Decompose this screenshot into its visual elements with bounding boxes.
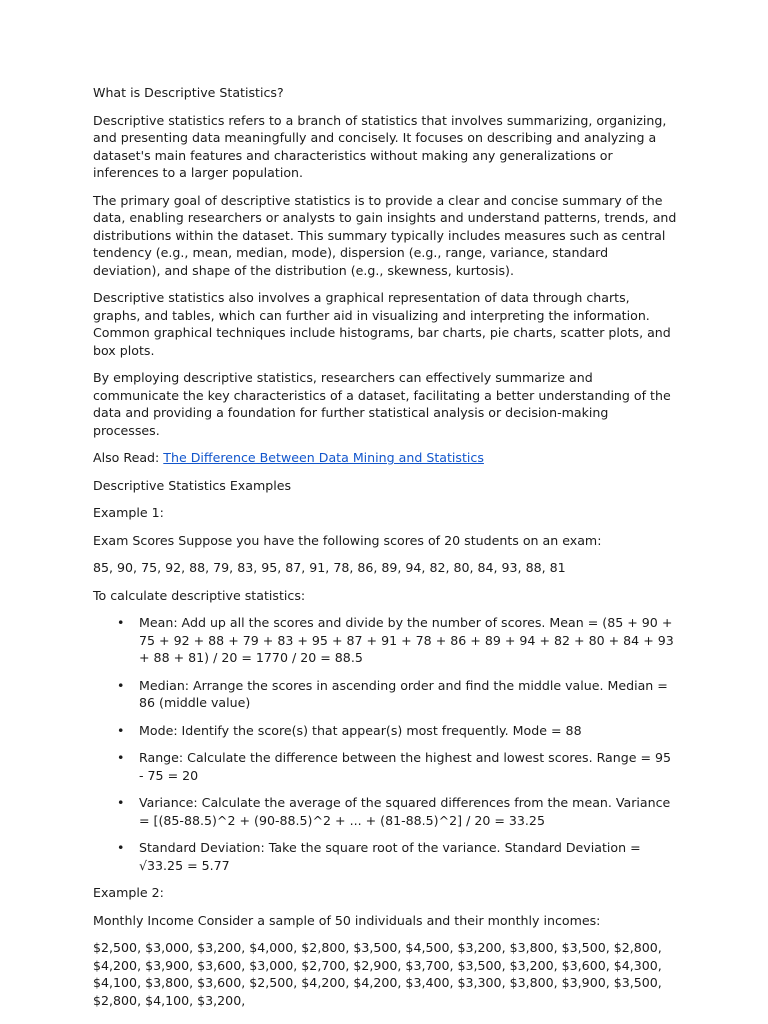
list-item <box>117 749 678 784</box>
bullet-icon: • <box>117 722 125 738</box>
list-item-text: Mean: Add up all the scores and divide by the number of scores. Mean = (85 + 90 + 75 + 92 + 88 + 79 + 83 + 95 + 87 + 91 + 78 + 86 + 89 + 94 + 82 + 80 + 84 + 93 + 88 + 81) / 20 = 1770 / 20 = 88.5 <box>139 615 674 665</box>
intro-paragraph-2: The primary goal of descriptive statistics is to provide a clear and concise summary of the data, enabling researchers or analysts to gain insights and understand patterns, trends, and distributions within the dataset. This summary typically includes measures such as central tendency (e.g., mean, median, mode), dispersion (e.g., range, variance, standard deviation), and shape of the distribution (e.g., skewness, kurtosis). <box>93 192 677 278</box>
list-item-text: Mode: Identify the score(s) that appear(s) most frequently. Mode = 88 <box>139 722 582 738</box>
example2-incomes: $2,500, $3,000, $3,200, $4,000, $2,800, $3,500, $4,500, $3,200, $3,800, $3,500, $2,800, $4,200, $3,900, $3,600, $3,000, $2,700, $2,900, $3,700, $3,500, $3,200, $3,600, $4,300, $4,100, $3,800, $3,600, $2,500, $4,200, $4,200, $3,400, $3,300, $3,800, $3,900, $3,500, $2,800, $4,100, $3,200, <box>93 940 662 1008</box>
example2-description: Monthly Income Consider a sample of 50 individuals and their monthly incomes: <box>93 912 601 928</box>
list-item <box>117 677 678 712</box>
bullet-icon: • <box>117 677 125 693</box>
intro-paragraph-3: Descriptive statistics also involves a graphical representation of data through charts, graphs, and tables, which can further aid in visualizing and interpreting the information. Common graphical techniques include histograms, bar charts, pie charts, scatter plots, and box plots. <box>93 290 671 358</box>
intro-paragraph-4: By employing descriptive statistics, researchers can effectively summarize and communicate the key characteristics of a dataset, facilitating a better understanding of the data and providing a foundation for further statistical analysis or decision-making processes. <box>93 370 671 438</box>
list-item <box>117 794 678 829</box>
document-heading: What is Descriptive Statistics? <box>93 85 284 100</box>
example1-description: Exam Scores Suppose you have the following scores of 20 students on an exam: <box>93 532 602 548</box>
also-read-link[interactable]: The Difference Between Data Mining and Statistics <box>163 450 484 465</box>
example1-scores: 85, 90, 75, 92, 88, 79, 83, 95, 87, 91, 78, 86, 89, 94, 82, 80, 84, 93, 88, 81 <box>93 560 566 575</box>
list-item <box>117 722 678 740</box>
example1-bullet-list <box>93 614 678 874</box>
list-item <box>117 839 678 874</box>
bullet-icon: • <box>117 615 125 630</box>
example1-calc-intro: To calculate descriptive statistics: <box>93 587 306 603</box>
list-item-text: Median: Arrange the scores in ascending order and find the middle value. Median = 86 (middle value) <box>139 677 668 710</box>
intro-paragraph-1: Descriptive statistics refers to a branch of statistics that involves summarizing, organizing, and presenting data meaningfully and concisely. It focuses on describing and analyzing a dataset's main features and characteristics without making any generalizations or inferences to a larger population. <box>93 112 667 180</box>
also-read-line <box>93 449 678 467</box>
bullet-icon: • <box>117 750 125 765</box>
also-read-label: Also Read: <box>93 450 164 465</box>
examples-heading: Descriptive Statistics Examples <box>93 477 292 493</box>
list-item <box>117 614 678 667</box>
example1-title: Example 1: <box>93 505 164 520</box>
document-body <box>93 84 678 1019</box>
bullet-icon: • <box>117 795 125 810</box>
bullet-icon: • <box>117 840 125 855</box>
list-item-text: Standard Deviation: Take the square root of the variance. Standard Deviation = √33.25 = 5.77 <box>139 840 641 873</box>
example2-title: Example 2: <box>93 885 164 900</box>
list-item-text: Range: Calculate the difference between the highest and lowest scores. Range = 95 - 75 = 20 <box>139 750 672 783</box>
list-item-text: Variance: Calculate the average of the squared differences from the mean. Variance = [(85-88.5)^2 + (90-88.5)^2 + ... + (81-88.5)^2] / 20 = 33.25 <box>139 795 671 828</box>
